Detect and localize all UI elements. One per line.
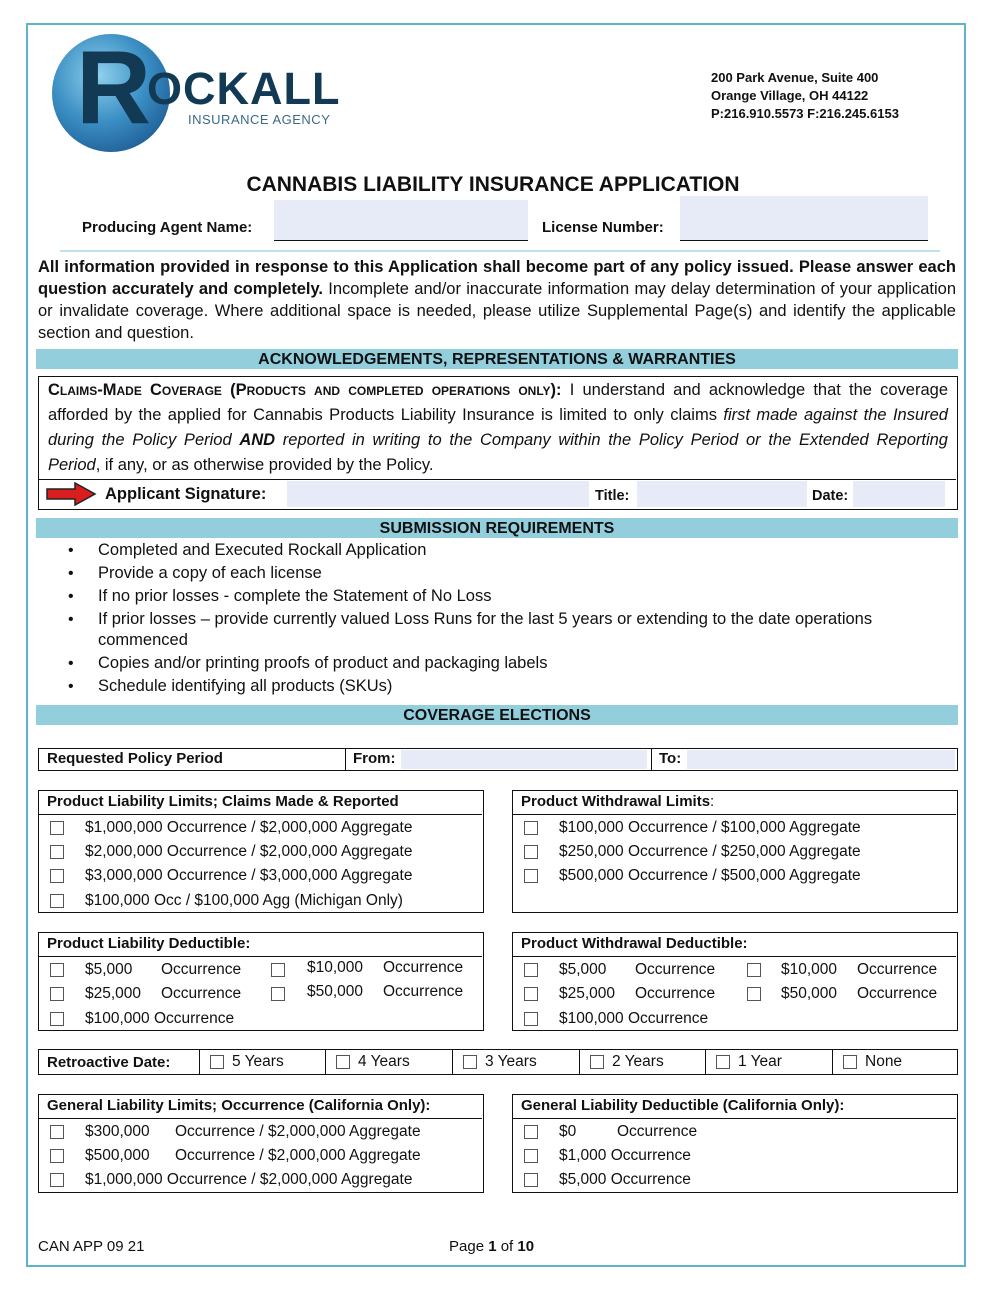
license-number-label: License Number:: [542, 219, 664, 236]
company-address: 200 Park Avenue, Suite 400 Orange Village, OH 44122 P:216.910.5573 F:216.245.6153: [711, 70, 899, 121]
checkbox-gld-5k[interactable]: [524, 1173, 538, 1187]
checkbox-pwd-100k[interactable]: [524, 1012, 538, 1026]
option-amount: $25,000: [559, 985, 616, 1002]
option-label: Occurrence: [383, 959, 464, 976]
checkbox-retro-1-year[interactable]: [716, 1055, 730, 1069]
checkbox-gl-500k[interactable]: [50, 1149, 64, 1163]
gl-deductible-title: General Liability Deductible (California Only):: [521, 1097, 845, 1114]
list-item: • Copies and/or printing proofs of product and packaging labels: [38, 653, 958, 674]
form-code: CAN APP 09 21: [38, 1238, 145, 1255]
policy-period-label: Requested Policy Period: [47, 750, 223, 767]
from-label: From:: [353, 750, 396, 767]
option-label: $250,000 Occurrence / $250,000 Aggregate: [559, 843, 861, 860]
signature-row: [39, 479, 956, 509]
section-coverage-elections: COVERAGE ELECTIONS: [36, 705, 958, 725]
option-label: Occurrence: [857, 985, 938, 1002]
claims-made-text: Claims-Made Coverage (Products and completed operations only): I understand and acknowledge that the coverage afforded by the applied for Cannabis Products Liability Insurance is limited to only claims first made against the Insured during the Policy Period AND reported in writing to the Company within the Policy Period or the Extended Reporting Period, if any, or as otherwise provided by the Policy.: [48, 381, 948, 474]
list-item: • Completed and Executed Rockall Application: [38, 540, 958, 561]
option-amount: $25,000: [85, 985, 142, 1002]
gl-deductible-box: [512, 1094, 958, 1193]
option-label: 3 Years: [485, 1053, 537, 1070]
option-amount: $5,000: [559, 961, 607, 978]
option-label: Occurrence: [617, 1123, 698, 1140]
checkbox-pld-5k[interactable]: [50, 963, 64, 977]
product-withdrawal-limits-box: [512, 790, 958, 913]
checkbox-pld-100k[interactable]: [50, 1012, 64, 1026]
product-liability-limits-box: [38, 790, 484, 913]
intro-paragraph: All information provided in response to this Application shall become part of any policy issued. Please answer each question accurately and completely. Incomplete and/or inaccurate information may delay determination of your application or invalidate coverage. Where additional space is needed, please utilize Supplemental Page(s) and identify the applicable section and question.: [38, 258, 956, 342]
page-number: Page 1 of 10: [449, 1238, 535, 1255]
option-label: Occurrence: [635, 985, 716, 1002]
producing-agent-label: Producing Agent Name:: [82, 219, 253, 236]
product-withdrawal-deductible-box: [512, 932, 958, 1031]
checkbox-gl-300k[interactable]: [50, 1125, 64, 1139]
option-label: Occurrence: [857, 961, 938, 978]
checkbox-pld-50k[interactable]: [271, 987, 285, 1001]
gl-limits-box: [38, 1094, 484, 1193]
option-label: Occurrence: [161, 961, 242, 978]
option-amount: $50,000: [307, 983, 364, 1000]
to-date-field[interactable]: [687, 750, 955, 769]
checkbox-pld-10k[interactable]: [271, 963, 285, 977]
option-label: $1,000 Occurrence: [559, 1147, 691, 1164]
list-item: • If prior losses – provide currently valued Loss Runs for the last 5 years or extending to the date operations commenced: [38, 609, 958, 651]
option-label: Occurrence: [635, 961, 716, 978]
option-amount: $5,000: [85, 961, 133, 978]
retroactive-date-row: [38, 1049, 958, 1075]
checkbox-pwl-500k[interactable]: [524, 869, 538, 883]
product-withdrawal-limits-title: Product Withdrawal Limits:: [521, 793, 715, 810]
checkbox-retro-5-years[interactable]: [210, 1055, 224, 1069]
checkbox-pwd-25k[interactable]: [524, 987, 538, 1001]
checkbox-pll-100k[interactable]: [50, 894, 64, 908]
checkbox-retro-3-years[interactable]: [463, 1055, 477, 1069]
document-title: CANNABIS LIABILITY INSURANCE APPLICATION: [246, 173, 740, 196]
option-label: $3,000,000 Occurrence / $3,000,000 Aggregate: [85, 867, 413, 884]
applicant-signature-field[interactable]: [287, 481, 589, 507]
checkbox-pwl-100k[interactable]: [524, 821, 538, 835]
option-label: $2,000,000 Occurrence / $2,000,000 Aggregate: [85, 843, 413, 860]
option-label: $100,000 Occurrence / $100,000 Aggregate: [559, 819, 861, 836]
product-liability-deductible-title: Product Liability Deductible:: [47, 935, 251, 952]
applicant-signature-label: Applicant Signature:: [105, 485, 267, 503]
option-label: $1,000,000 Occurrence / $2,000,000 Aggregate: [85, 819, 413, 836]
option-label: None: [865, 1053, 903, 1070]
divider: [60, 250, 940, 252]
checkbox-pll-1m[interactable]: [50, 821, 64, 835]
checkbox-pll-3m[interactable]: [50, 869, 64, 883]
product-liability-limits-title: Product Liability Limits; Claims Made & Reported: [47, 793, 399, 810]
checkbox-gl-1m[interactable]: [50, 1173, 64, 1187]
option-label: 1 Year: [738, 1053, 782, 1070]
acknowledgement-box: [38, 376, 958, 510]
gl-limits-title: General Liability Limits; Occurrence (California Only):: [47, 1097, 431, 1114]
option-label: 4 Years: [358, 1053, 410, 1070]
checkbox-pwl-250k[interactable]: [524, 845, 538, 859]
logo-subtitle: INSURANCE AGENCY: [188, 112, 331, 127]
option-amount: $50,000: [781, 985, 838, 1002]
date-field[interactable]: [853, 481, 945, 507]
option-label: Occurrence: [161, 985, 242, 1002]
checkbox-pld-25k[interactable]: [50, 987, 64, 1001]
list-item: • If no prior losses - complete the Statement of No Loss: [38, 586, 958, 607]
option-amount: $0: [559, 1123, 577, 1140]
option-label: 5 Years: [232, 1053, 284, 1070]
checkbox-pwd-50k[interactable]: [747, 987, 761, 1001]
option-amount: $500,000: [85, 1147, 150, 1164]
product-withdrawal-deductible-title: Product Withdrawal Deductible:: [521, 935, 748, 952]
license-number-field[interactable]: [680, 196, 928, 241]
submission-list: [38, 540, 958, 699]
option-label: Occurrence / $2,000,000 Aggregate: [175, 1123, 421, 1140]
option-label: Occurrence: [383, 983, 464, 1000]
checkbox-pll-2m[interactable]: [50, 845, 64, 859]
section-submission-requirements: SUBMISSION REQUIREMENTS: [36, 518, 958, 538]
option-label: $100,000 Occurrence: [85, 1010, 235, 1027]
option-label: $100,000 Occurrence: [559, 1010, 709, 1027]
producing-agent-field[interactable]: [274, 200, 528, 241]
checkbox-retro-none[interactable]: [843, 1055, 857, 1069]
red-arrow-icon: [45, 482, 97, 506]
title-field[interactable]: [637, 481, 807, 507]
option-label: $1,000,000 Occurrence / $2,000,000 Aggregate: [85, 1171, 413, 1188]
option-amount: $300,000: [85, 1123, 150, 1140]
option-label: $500,000 Occurrence / $500,000 Aggregate: [559, 867, 861, 884]
policy-period-row: [38, 748, 958, 771]
to-label: To:: [659, 750, 682, 767]
checkbox-pwd-10k[interactable]: [747, 963, 761, 977]
list-item: • Schedule identifying all products (SKUs): [38, 676, 958, 697]
from-date-field[interactable]: [401, 750, 647, 769]
option-label: $5,000 Occurrence: [559, 1171, 691, 1188]
checkbox-gld-0[interactable]: [524, 1125, 538, 1139]
option-label: $100,000 Occ / $100,000 Agg (Michigan Only): [85, 892, 403, 909]
option-amount: $10,000: [781, 961, 838, 978]
checkbox-gld-1k[interactable]: [524, 1149, 538, 1163]
option-amount: $10,000: [307, 959, 364, 976]
checkbox-retro-2-years[interactable]: [590, 1055, 604, 1069]
option-label: 2 Years: [612, 1053, 664, 1070]
section-acknowledgements: ACKNOWLEDGEMENTS, REPRESENTATIONS & WARRANTIES: [36, 349, 958, 369]
date-label: Date:: [812, 488, 849, 504]
checkbox-retro-4-years[interactable]: [336, 1055, 350, 1069]
list-item: • Provide a copy of each license: [38, 563, 958, 584]
retroactive-date-label: Retroactive Date:: [47, 1054, 171, 1071]
checkbox-pwd-5k[interactable]: [524, 963, 538, 977]
title-label: Title:: [595, 488, 630, 504]
option-label: Occurrence / $2,000,000 Aggregate: [175, 1147, 421, 1164]
product-liability-deductible-box: [38, 932, 484, 1031]
